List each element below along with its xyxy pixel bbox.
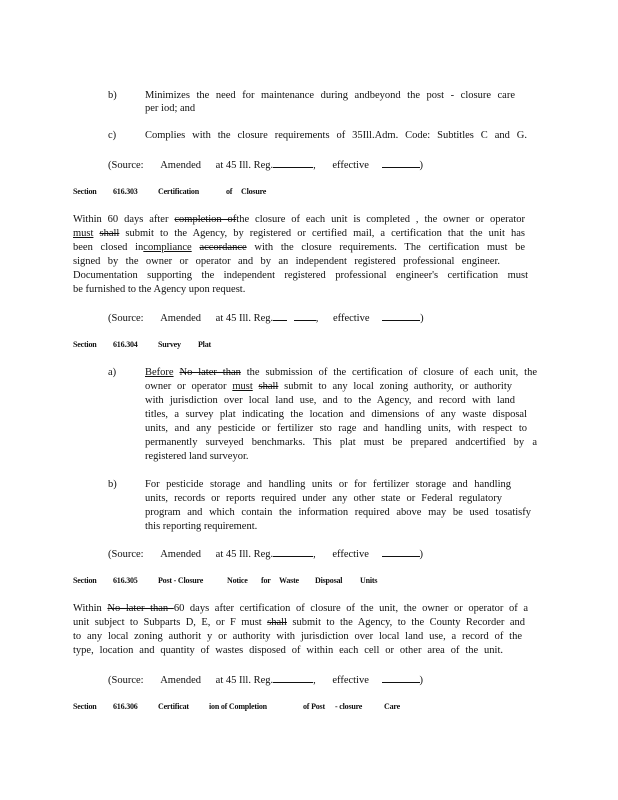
section-title: - closure [335, 702, 363, 711]
text-run: unit subject to Subparts D, E, or F must [73, 617, 268, 628]
section-title: Certificat [158, 702, 189, 711]
section-label: Section [73, 702, 97, 711]
effective-blank [382, 546, 420, 557]
item-b-line: this reporting requirement. [145, 521, 258, 532]
source-amended: Amended [160, 549, 202, 560]
section-title: Survey [158, 340, 181, 349]
item-b-line: For pesticide storage and handling units or for fertilizer storage and handling [145, 479, 511, 490]
reg-blank [273, 310, 287, 321]
source-reg: at 45 Ill. Reg. [215, 675, 274, 686]
item-c-line: Complies with the closure requirements of 35Ill.Adm. Code: Subtitles C and G. [145, 130, 527, 141]
source-close: ) [420, 313, 424, 324]
section-number: 616.305 [113, 576, 138, 585]
item-b-line: Minimizes the need for maintenance during andbeyond the post - closure care [145, 90, 515, 101]
source-note: (Source: Amended at 45 Ill. Reg. , effective ) [108, 157, 423, 172]
source-prefix: (Source: [108, 549, 144, 560]
text-run: submit to the Agency, by registered or certified mail, a certification that the unit has [119, 228, 525, 239]
paragraph-line: to any local zoning authorit y or authority with jurisdiction over local land use, a record of the [73, 631, 522, 642]
source-prefix: (Source: [108, 313, 144, 324]
list-label-b: b) [108, 90, 117, 101]
source-close: ) [419, 675, 424, 686]
section-title: of Post [303, 702, 325, 711]
section-title: Closure [241, 187, 267, 196]
paragraph-line [73, 241, 525, 254]
paragraph-line [73, 227, 525, 240]
item-b-line: units, records or reports required under any other state or Federal regulatory [145, 493, 502, 504]
reg-blank [294, 310, 316, 321]
text-run: 60 days after certification of closure of the unit, the owner or operator of a [173, 603, 529, 614]
paragraph-line: Documentation supporting the independent registered professional engineer's certification must [73, 270, 528, 281]
text-run: Within 60 days after [73, 214, 175, 225]
source-prefix: (Source: [108, 675, 144, 686]
source-reg: at 45 Ill. Reg. [215, 313, 274, 324]
inserted-text: must [232, 381, 253, 392]
paragraph-line [73, 213, 525, 226]
deleted-text: completion of [174, 214, 237, 225]
text-run: with the closure requirements. The certification must be [246, 242, 526, 253]
section-title: Plat [198, 340, 211, 349]
section-label: Section [73, 187, 97, 196]
section-title: of [226, 187, 233, 196]
source-close: ) [419, 549, 424, 560]
effective-blank [382, 672, 420, 683]
deleted-text: shall [258, 381, 279, 392]
deleted-text: shall [99, 228, 120, 239]
item-a-line [145, 366, 537, 379]
section-label: Section [73, 340, 97, 349]
source-amended: Amended [160, 160, 202, 171]
section-title: Waste [279, 576, 299, 585]
list-label-c: c) [108, 130, 117, 141]
item-a-line: with jurisdiction over local land use, and to the Agency, and record with land [145, 395, 515, 406]
source-effective: effective [332, 313, 370, 324]
section-title: Care [384, 702, 400, 711]
source-close: ) [419, 160, 424, 171]
item-a-line: units, and any pesticide or fertilizer sto rage and handling units, with respect to [145, 423, 527, 434]
section-title: for [261, 576, 271, 585]
paragraph-line [73, 616, 525, 629]
item-b-line: program and which contain the information required above may be used tosatisfy [145, 507, 531, 518]
deleted-text: No later than [179, 367, 241, 378]
text-run: owner or operator [145, 381, 233, 392]
item-a-line: permanently surveyed benchmarks. This plat must be prepared andcertified by a [145, 437, 537, 448]
inserted-text: must [73, 228, 94, 239]
source-amended: Amended [160, 675, 202, 686]
deleted-text: No later than [107, 603, 174, 614]
text-run: the submission of the certification of closure of each unit, the [240, 367, 538, 378]
source-note: (Source: Amended at 45 Ill. Reg. , effective ) [108, 546, 423, 561]
section-title: Certification [158, 187, 199, 196]
effective-blank [382, 310, 420, 321]
source-effective: effective [332, 160, 369, 171]
text-run: the closure of each unit is completed , the owner or operator [236, 214, 525, 225]
effective-blank [382, 157, 420, 168]
section-number: 616.304 [113, 340, 138, 349]
source-amended: Amended [160, 313, 202, 324]
section-title: Post - Closure [158, 576, 204, 585]
reg-blank [273, 157, 313, 168]
text-run: submit to the Agency, to the County Recorder and [286, 617, 525, 628]
paragraph-line: type, location and quantity of wastes disposed of within each cell or other area of the unit. [73, 645, 503, 656]
source-effective: effective [332, 675, 369, 686]
item-b-line: per iod; and [145, 103, 196, 114]
paragraph-line: be furnished to the Agency upon request. [73, 284, 246, 295]
list-label-a: a) [108, 367, 117, 378]
source-effective: effective [332, 549, 369, 560]
section-title: ion of Completion [209, 702, 267, 711]
source-note: (Source: Amended at 45 Ill. Reg. , effective ) [108, 672, 423, 687]
section-label: Section [73, 576, 97, 585]
item-a-line [145, 380, 512, 393]
inserted-text: compliance [143, 242, 192, 253]
section-number: 616.303 [113, 187, 138, 196]
item-a-line: titles, a survey plat indicating the location and dimensions of any waste disposal [145, 409, 527, 420]
section-title: Notice [227, 576, 248, 585]
section-title: Units [360, 576, 378, 585]
paragraph-line [73, 602, 528, 615]
text-run: Within [73, 603, 108, 614]
reg-blank [273, 672, 313, 683]
paragraph-line: signed by the owner or operator and by an independent registered professional engineer. [73, 256, 500, 267]
deleted-text: accordance [199, 242, 247, 253]
source-note: (Source: Amended at 45 Ill. Reg. , effective ) [108, 310, 424, 325]
source-reg: at 45 Ill. Reg. [215, 549, 274, 560]
deleted-text: shall [267, 617, 287, 628]
source-prefix: (Source: [108, 160, 144, 171]
reg-blank [273, 546, 313, 557]
section-title: Disposal [315, 576, 343, 585]
section-number: 616.306 [113, 702, 138, 711]
item-a-line: registered land surveyor. [145, 451, 249, 462]
list-label-b: b) [108, 479, 117, 490]
source-reg: at 45 Ill. Reg. [215, 160, 274, 171]
inserted-text: Before [145, 367, 174, 378]
text-run: been closed in [73, 242, 144, 253]
text-run: submit to any local zoning authority, or authority [278, 381, 513, 392]
